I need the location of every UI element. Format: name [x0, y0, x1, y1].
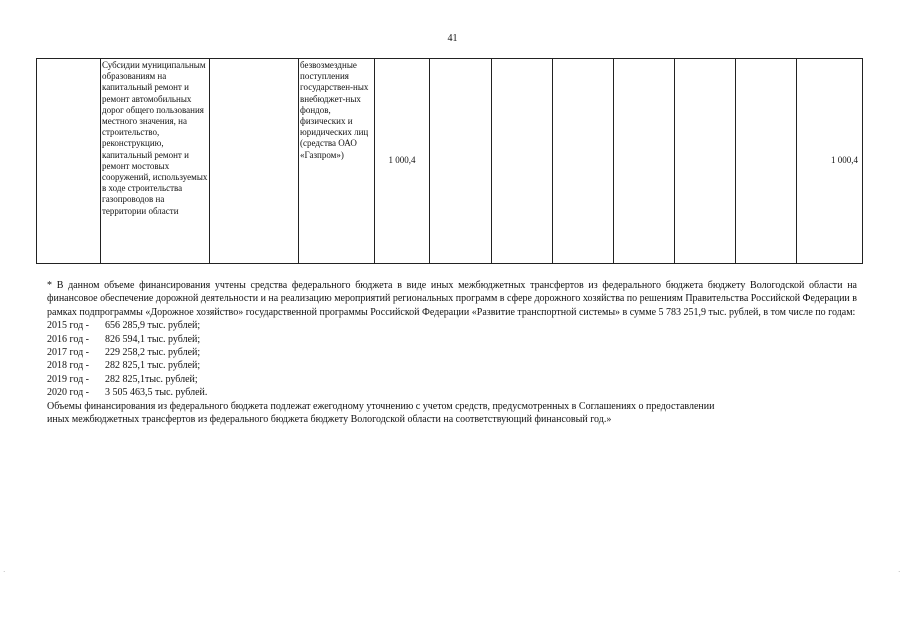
budget-table	[36, 58, 863, 264]
empty-cell	[430, 59, 492, 264]
amount-cell: 1 000,4	[375, 59, 430, 264]
total-amount-cell: 1 000,4	[797, 59, 863, 264]
empty-cell	[210, 59, 299, 264]
list-item	[47, 359, 857, 372]
empty-cell	[553, 59, 614, 264]
scan-edge-mark: ·	[3, 568, 6, 576]
year-value: 282 825,1 тыс. рублей;	[105, 360, 201, 372]
footnote-intro: * В данном объеме финансирования учтены средства федерального бюджета в виде иных межбюджетных трансфертов из федерального бюджета бюджету Вологодской области на финансовое обеспечение дорожной деятельности и на реализацию мероприятий региональных программ в сфере дорожного хозяйства по решениям Правительства Российской Федерации в рамках подпрограммы «Дорожное хозяйство» государственной программы Российской Федерации «Развитие транспортной системы» в сумме 5 783 251,9 тыс. рублей, в том числе по годам:	[47, 280, 857, 318]
year-value: 3 505 463,5 тыс. рублей.	[105, 387, 208, 399]
year-value: 656 285,9 тыс. рублей;	[105, 320, 201, 332]
list-item	[47, 373, 857, 386]
year-value: 229 258,2 тыс. рублей;	[105, 347, 201, 358]
year-value: 282 825,1тыс. рублей;	[105, 373, 198, 385]
list-item	[47, 333, 857, 346]
footnote-block	[47, 279, 857, 426]
year-label: 2019 год -	[47, 373, 89, 385]
year-label: 2015 год -	[47, 320, 89, 332]
year-label: 2016 год -	[47, 333, 89, 345]
year-label: 2020 год -	[47, 387, 89, 399]
empty-cell	[37, 59, 101, 264]
year-label: 2017 год -	[47, 347, 89, 358]
funding-source-cell: безвозмездные поступления государствен-ных внебюджет-ных фондов, физических и юридических лиц (средства ОАО «Газпром»)	[299, 59, 375, 264]
empty-cell	[675, 59, 736, 264]
list-item	[47, 319, 857, 332]
footnote-closing-line-2: иных межбюджетных трансфертов из федерального бюджета бюджету Вологодской области на соответствующий финансовый год.»	[47, 413, 612, 425]
list-item	[47, 386, 857, 399]
table-row	[37, 59, 863, 264]
year-value: 826 594,1 тыс. рублей;	[105, 333, 201, 345]
empty-cell	[614, 59, 675, 264]
measure-description-cell: Субсидии муниципальным образованиям на капитальный ремонт и ремонт автомобильных дорог общего пользования местного значения, на строительство, реконструкцию, капитальный ремонт и ремонт мостовых сооружений, используемых в ходе строительства газопроводов на территории области	[101, 59, 210, 264]
scan-edge-mark: ·	[898, 568, 901, 576]
page-number: 41	[447, 33, 458, 44]
empty-cell	[492, 59, 553, 264]
list-item	[47, 346, 857, 359]
year-list	[47, 319, 857, 399]
footnote-closing-line-1: Объемы финансирования из федерального бюджета подлежат ежегодному уточнению с учетом средств, предусмотренных в Соглашениях о предоставлении	[47, 400, 715, 412]
empty-cell	[736, 59, 797, 264]
year-label: 2018 год -	[47, 360, 89, 372]
